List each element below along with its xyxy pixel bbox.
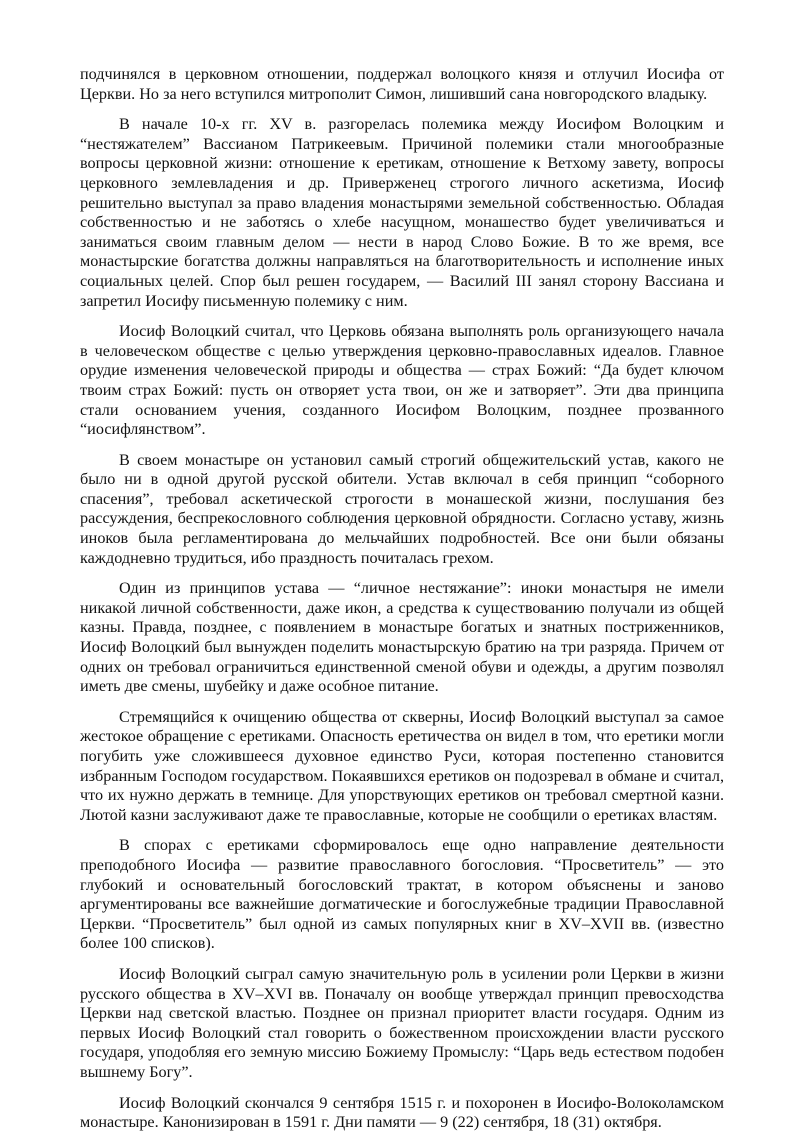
paragraph-death: Иосиф Волоцкий скончался 9 сентября 1515 г. и похоронен в Иосифо-Волоколамском монастыре. Канонизирован в 1591 г. Дни памяти — 9 (22) сентября, 18 (31) октября. (80, 1093, 724, 1132)
paragraph-theology: В спорах с еретиками сформировалось еще одно направление деятельности преподобного Иосифа — развитие православного богословия. “Просветитель” — это глубокий и основательный богословский трактат, в котором объяснены и заново аргументированы все важнейшие догматические и богослужебные традиции Православной Церкви. “Просветитель” был одной из самых популярных книг в XV–XVII вв. (известно более 100 списков). (80, 836, 724, 953)
paragraph-polemic: В начале 10-х гг. XV в. разгорелась полемика между Иосифом Волоцким и “нестяжателем” Вассианом Патрикеевым. Причиной полемики стали многообразные вопросы церковной жизни: отношение к еретикам, отношение к Ветхому завету, вопросы церковного землевладения и др. Приверженец строгого личного аскетизма, Иосиф решительно выступал за право владения монастырями земельной собственностью. Обладая собственностью и не заботясь о хлебе насущном, монашество будет увеличиваться и заниматься своим главным делом — нести в народ Слово Божие. В то же время, все монастырские богатства должны направляться на благотворительность и исполнение иных социальных целей. Спор был решен государем, — Василий III занял сторону Вассиана и запретил Иосифу письменную полемику с ним. (80, 115, 724, 310)
paragraph-heretics: Стремящийся к очищению общества от скверны, Иосиф Волоцкий выступал за самое жестокое обращение с еретиками. Опасность еретичества он видел в том, что еретики могли погубить уже сложившееся духовное единство Руси, которая постепенно становится избранным Господом государством. Покаявшихся еретиков он подозревал в обмане и считал, что их нужно держать в темнице. Для упорствующих еретиков он требовал смертной казни. Лютой казни заслуживают даже те православные, которые не сообщили о еретиках властям. (80, 707, 724, 824)
paragraph-monastic-rule: В своем монастыре он установил самый строгий общежительский устав, какого не было ни в одной другой русской обители. Устав включал в себя принцип “соборного спасения”, требовал аскетической строгости в монашеской жизни, послушания без рассуждения, беспрекословного соблюдения церковной обрядности. Согласно уставу, жизнь иноков была регламентирована до мельчайших подробностей. Все они были обязаны каждодневно трудиться, ибо праздность почиталась грехом. (80, 450, 724, 567)
paragraph-teaching: Иосиф Волоцкий считал, что Церковь обязана выполнять роль организующего начала в человеческом обществе с целью утверждения церковно-православных идеалов. Главное орудие изменения человеческой природы и общества — страх Божий: “Да будет ключом твоим страх Божий: пусть он отворяет уста твои, он же и затворяет”. Эти два принципа стали основанием учения, созданного Иосифом Волоцким, позднее прозванного “иосифлянством”. (80, 322, 724, 439)
paragraph-church-role: Иосиф Волоцкий сыграл самую значительную роль в усилении роли Церкви в жизни русского общества в XV–XVI вв. Поначалу он вообще утверждал принцип превосходства Церкви над светской властью. Позднее он признал приоритет власти государя. Одним из первых Иосиф Волоцкий стал говорить о божественном происхождении власти русского государя, уподобляя его земную миссию Божиему Промыслу: “Царь ведь естеством подобен вышнему Богу”. (80, 964, 724, 1081)
paragraph-non-possession: Один из принципов устава — “личное нестяжание”: иноки монастыря не имели никакой личной собственности, даже икон, а средства к существованию получали из общей казны. Правда, позднее, с появлением в монастыре богатых и знатных постриженников, Иосиф Волоцкий был вынужден поделить монастырскую братию на три разряда. Причем от одних он требовал ограничиться единственной сменой обуви и одежды, а другим позволял иметь две смены, шубейку и даже особное питание. (80, 579, 724, 696)
paragraph-continuation: подчинялся в церковном отношении, поддержал волоцкого князя и отлучил Иосифа от Церкви. Но за него вступился митрополит Симон, лишивший сана новгородского владыку. (80, 65, 724, 103)
document-page (80, 65, 724, 1144)
